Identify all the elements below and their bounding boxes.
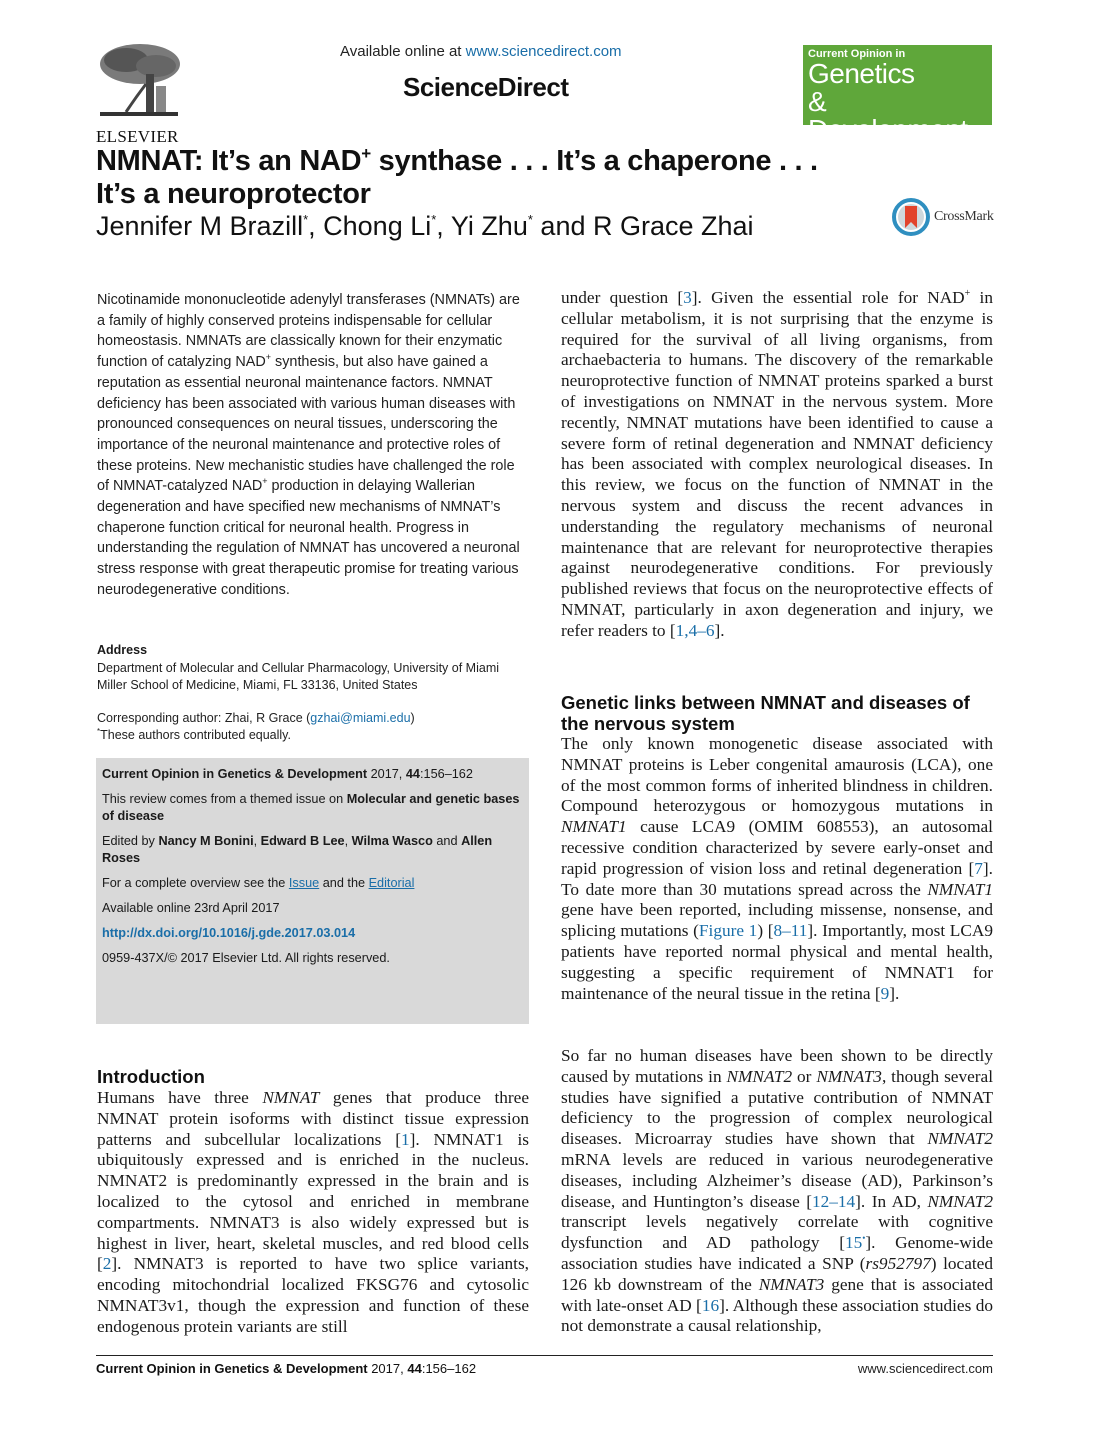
available-online [340, 43, 622, 60]
gene-name: NMNAT [262, 1088, 320, 1107]
sciencedirect-wordmark: ScienceDirect [403, 72, 569, 102]
abstract-text: production in delaying Wallerian degeneration and have specified new mechanisms of NMNAT’s chaperone function critical for neuronal health. Progress in understanding the regulation of NMNAT has uncovered a neuronal stress response with great therapeutic promise for treating various neurodegenerative conditions. [97, 478, 520, 598]
crossmark-label: CrossMark [934, 209, 994, 224]
body-text: in cellular metabolism, it is not surprising that the enzyme is required for the survival of all living organisms, from archaebacteria to humans. The discovery of the remarkable neuroprotective function of NMNAT proteins sparked a burst of investigations on NMNAT in the nervous system. More recently, NMNAT mutations have been identified to cause a severe form of retinal degeneration and NMNAT deficiency has been associated with complex neurological diseases. In this review, we focus on the function of NMNAT in the nervous system and discuss the recent advances in understanding the regulatory mechanisms of neuronal maintenance that are relevant for neuroprotective therapies against neurodegenerative conditions. For previously published reviews that focus on the neuroprotective effects of NMNAT, particularly in axon degeneration and injury, we refer readers to [ [561, 288, 993, 640]
publisher-wordmark: ELSEVIER [96, 127, 179, 146]
author-mark: * [303, 212, 309, 227]
overview [102, 875, 523, 892]
body-text: ) located 126 kb downstream of the [561, 1253, 993, 1294]
introduction-continued [561, 288, 993, 642]
article-info-box [96, 758, 529, 1024]
title-text: NMNAT: It’s an NAD [96, 145, 362, 177]
reference-link[interactable]: 2 [102, 1254, 112, 1274]
gene-name: NMNAT2 [726, 1066, 793, 1086]
footer-year: 2017, [367, 1361, 408, 1376]
overview-text: For a complete overview see the [102, 876, 289, 890]
figure-link[interactable]: Figure 1 [698, 921, 758, 941]
body-text: gene have been reported, including missense, nonsense, and splicing mutations ( [561, 900, 993, 941]
editor: Wilma Wasco [351, 834, 433, 848]
themed-prefix: This review comes from a themed issue on [102, 792, 347, 806]
editor: Nancy M Bonini [158, 834, 254, 848]
editor: Allen Roses [102, 834, 493, 865]
body-text: gene that is associated with late-onset AD [ [561, 1274, 993, 1315]
author: Jennifer M Brazill [96, 211, 304, 241]
body-text: ]. In AD, [855, 1191, 928, 1211]
superscript: + [265, 352, 272, 363]
body-text: ]. Given the essential role for NAD [691, 288, 965, 307]
sciencedirect-link[interactable]: www.sciencedirect.com [465, 43, 622, 60]
themed-issue [102, 791, 523, 825]
address-text: Department of Molecular and Cellular Pharmacology, University of Miami Miller School of Medicine, Miami, FL 33136, United States [97, 661, 500, 692]
gene-name: NMNAT3 [816, 1066, 882, 1086]
author-sep: and [532, 211, 593, 241]
body-text: , though several studies have signified a putative contribution of NMNAT deficiency to the progression of complex neurological diseases. Microarray studies have shown that [561, 1066, 994, 1149]
doi-link[interactable]: http://dx.doi.org/10.1016/j.gde.2017.03.014 [102, 926, 356, 940]
body-text: genes that produce three NMNAT protein isoforms with distinct tissue expression patterns and subcellular localizations [ [97, 1088, 529, 1149]
body-text: ]. Importantly, most LCA9 patients have reported normal physical and mental health, suggesting a specific requirement of NMNAT1 for maintenance of the neural tissue in the retina [ [561, 921, 993, 1003]
body-text: The only known monogenetic disease associated with NMNAT proteins is Leber congenital amaurosis (LCA), one of the most common forms of inherited blindness in children. Compound heterozygous or homozygous mutations in [561, 734, 993, 816]
journal-logo-line2: Genetics [808, 58, 915, 89]
recommended-mark: • [862, 1233, 866, 1244]
issue-link[interactable]: Issue [288, 876, 320, 890]
footer-citation [96, 1361, 476, 1376]
body-text: ]. Although these association studies do not demonstrate a causal relationship, [561, 1295, 993, 1336]
editor: Edward B Lee [260, 834, 345, 848]
body-text: cause LCA9 (OMIM 608553), an autosomal recessive condition characterized by severe early-onset and rapid progression of vision loss and retinal degeneration [ [561, 817, 993, 878]
reference-link[interactable]: 7 [974, 858, 983, 878]
author-sep: , [308, 211, 324, 241]
journal-logo-line1: Current Opinion in [808, 48, 906, 60]
body-text: ) [ [757, 921, 774, 941]
genetic-links-heading: Genetic links between NMNAT and diseases of the nervous system [561, 692, 970, 734]
footer-pages: :156–162 [421, 1361, 477, 1376]
journal-logo-line3: & Development [808, 86, 968, 145]
edited-prefix: Edited by [102, 834, 159, 848]
body-text: ]. Genome-wide association studies have indicated a SNP ( [561, 1233, 993, 1273]
journal-logo [803, 45, 992, 145]
body-text: So far no human diseases have been shown to be directly caused by mutations in [561, 1046, 993, 1086]
equal-contribution-note: These authors contributed equally. [100, 728, 291, 742]
editorial-link[interactable]: Editorial [368, 876, 415, 890]
corr-text: Corresponding author: Zhai, R Grace ( [97, 711, 311, 725]
author: R Grace Zhai [592, 211, 754, 241]
available-online-text: Available online at [340, 43, 466, 60]
reference-link[interactable] [845, 1233, 865, 1252]
gene-name: NMNAT2 [927, 1191, 993, 1211]
address-label: Address [97, 643, 148, 657]
introduction-heading: Introduction [97, 1066, 205, 1087]
footer-divider [96, 1355, 993, 1356]
body-text: transcript levels negatively correlate with cognitive dysfunction and AD pathology [ [561, 1212, 993, 1253]
article-title [96, 145, 818, 211]
footer-journal: Current Opinion in Genetics & Development [96, 1361, 368, 1376]
body-text: ]. [889, 983, 900, 1003]
author: Chong Li [323, 211, 432, 241]
abstract [97, 290, 525, 601]
sep: , [344, 834, 352, 848]
overview-text: and the [319, 876, 369, 890]
reference-link[interactable]: 1 [400, 1129, 410, 1149]
body-text: ]. To date more than 30 mutations spread across the [561, 858, 993, 899]
themed-title: Molecular and genetic bases of disease [102, 792, 520, 823]
author-list [96, 210, 754, 242]
reference-link[interactable]: 12–14 [811, 1191, 856, 1211]
crossmark-icon [892, 198, 930, 236]
journal-name: Current Opinion in Genetics & Development [102, 767, 368, 781]
abstract-text: Nicotinamide mononucleotide adenylyl transferases (NMNATs) are a family of highly conserved proteins indispensable for cellular homeostasis. NMNATs are classically known for their enzymatic function of catalyzing NAD [97, 292, 520, 371]
superscript: + [964, 288, 971, 299]
title-text: It’s a neuroprotector [96, 178, 371, 210]
body-text: ]. NMNAT3 is reported to have two splice variants, encoding mitochondrial localized FKSG76 and cytosolic NMNAT3v1, though the expression and function of these endogenous protein variants are still [97, 1254, 529, 1336]
sep: , [253, 834, 261, 848]
reference-link[interactable]: 3 [683, 288, 692, 307]
sep: and [432, 834, 462, 848]
author: Yi Zhu [450, 211, 528, 241]
corr-text: ) [410, 711, 415, 725]
reference-link[interactable]: 9 [880, 983, 890, 1003]
title-superscript: + [361, 144, 371, 163]
title-text: synthase . . . It’s a chaperone . . . [370, 145, 818, 177]
body-text: under question [ [561, 288, 684, 307]
superscript: + [262, 476, 268, 487]
year: 2017, [367, 767, 406, 781]
ref-number: 15 [844, 1233, 863, 1253]
gene-name: NMNAT1 [561, 817, 627, 837]
footer-site: www.sciencedirect.com [857, 1361, 993, 1376]
copyright: 0959-437X/© 2017 Elsevier Ltd. All rights reserved. [102, 951, 390, 965]
abstract-text: synthesis, but also have gained a reputation as essential neuronal maintenance factors. NMNAT deficiency has been associated with various human diseases with pronounced consequences on neural tissues, underscoring the importance of the neuronal maintenance and protective roles of these proteins. New mechanistic studies have challenged the role of NMNAT-catalyzed NAD [97, 354, 516, 495]
email-link[interactable]: gzhai@miami.edu [310, 711, 411, 725]
elsevier-logo [96, 42, 186, 146]
editors [102, 833, 523, 867]
body-text: Humans have three [97, 1088, 263, 1107]
pages: :156–162 [420, 767, 473, 781]
reference-link[interactable]: 16 [701, 1295, 720, 1315]
body-text: mRNA levels are reduced in various neurodegenerative diseases, including Alzheimer’s disease (AD), Parkinson’s disease, and Huntington’s disease [ [561, 1149, 993, 1211]
genetic-links-paragraph-1 [561, 734, 993, 1004]
introduction-body [97, 1088, 529, 1338]
reference-link[interactable]: 1,4–6 [675, 620, 715, 640]
reference-link[interactable]: 8–11 [773, 921, 808, 941]
body-text: or [792, 1066, 817, 1086]
author-mark: * [527, 212, 533, 227]
footer-volume: 44 [407, 1361, 422, 1376]
author-mark: * [431, 212, 437, 227]
correspondence [97, 710, 527, 744]
body-text: ]. NMNAT1 is ubiquitously expressed and is enriched in the nucleus. NMNAT2 is predominantly expressed in the brain and is localized to the cytosol and enriched in membrane compartments. NMNAT3 is also widely expressed but is highest in liver, heart, skeletal muscles, and red blood cells [ [97, 1129, 529, 1274]
gene-name: NMNAT2 [927, 1129, 993, 1149]
author-sep: , [436, 211, 451, 241]
gene-name: NMNAT3 [758, 1274, 825, 1294]
crossmark-badge[interactable] [892, 198, 994, 236]
body-text: ]. [714, 620, 725, 640]
available-date: Available online 23rd April 2017 [102, 901, 280, 915]
equal-mark: * [97, 727, 101, 736]
gene-name: NMNAT1 [927, 879, 993, 899]
citation-line [102, 766, 523, 783]
elsevier-tree-icon [96, 42, 182, 120]
snp-id: rs952797 [865, 1253, 931, 1273]
volume: 44 [405, 767, 420, 781]
genetic-links-paragraph-2 [561, 1046, 993, 1337]
